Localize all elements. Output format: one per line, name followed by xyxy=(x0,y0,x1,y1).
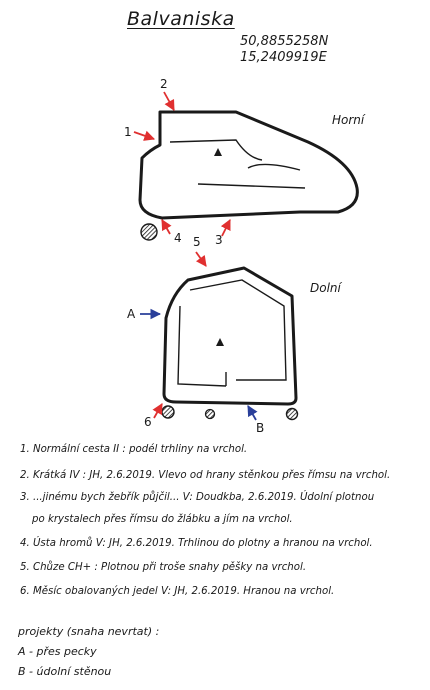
latitude: 50,8855258N xyxy=(240,34,329,49)
upper-summit-icon xyxy=(214,148,222,156)
route-6-line-1: 6. Měsíc obalovaných jedel V: JH, 2.6.2019. Hranou na vrchol. xyxy=(20,586,335,597)
lower-pebble-middle xyxy=(206,410,215,419)
route-arrow-1 xyxy=(134,132,154,139)
lower-boulder xyxy=(164,268,296,404)
projects-heading: projekty (snaha nevrtat) : xyxy=(18,625,160,638)
route-1-line-1: 1. Normální cesta II : podél trhliny na vrchol. xyxy=(20,444,248,455)
route-marker-3: 3 xyxy=(215,233,223,247)
project-marker-a: A xyxy=(127,307,136,321)
project-b: B - údolní stěnou xyxy=(18,665,112,678)
route-4-line-1: 4. Ústa hromů V: JH, 2.6.2019. Trhlinou do plotny a hranou na vrchol. xyxy=(20,538,373,549)
route-marker-2: 2 xyxy=(160,77,168,91)
project-a: A - přes pecky xyxy=(18,645,97,658)
lower-pebble-left xyxy=(162,406,174,418)
route-5-line-1: 5. Chůze CH+ : Plotnou při troše snahy pěšky na vrchol. xyxy=(20,562,307,573)
longitude: 15,2409919E xyxy=(240,50,327,65)
lower-summit-icon xyxy=(216,338,224,346)
upper-ledge xyxy=(248,164,300,170)
lower-pebble-right xyxy=(287,409,298,420)
route-3-line-2: po krystalech přes římsu do žlábku a jím na vrchol. xyxy=(32,514,293,525)
route-marker-5: 5 xyxy=(193,235,201,249)
upper-crack xyxy=(170,140,262,160)
route-arrow-5 xyxy=(196,252,206,266)
route-marker-4: 4 xyxy=(174,231,182,245)
route-3-line-1: 3. ...jinému bych žebřík půjčil... V: Doudkba, 2.6.2019. Údolní plotnou xyxy=(20,492,375,503)
project-marker-b: B xyxy=(256,421,265,435)
upper-pebble-marker xyxy=(141,224,157,240)
upper-boulder-outline xyxy=(140,112,357,218)
upper-boulder xyxy=(140,112,357,218)
route-marker-1: 1 xyxy=(124,125,132,139)
route-arrow-2 xyxy=(164,92,174,110)
lower-inner-ridge xyxy=(190,280,286,380)
lower-boulder-label: Dolní xyxy=(310,281,341,295)
upper-boulder-label: Horní xyxy=(332,113,365,127)
route-arrow-4 xyxy=(162,220,170,234)
upper-base-line xyxy=(198,184,305,188)
projects-section xyxy=(18,622,159,682)
project-arrow-b xyxy=(248,406,256,420)
route-marker-6: 6 xyxy=(144,415,152,429)
topo-title: Balvaniska xyxy=(127,8,235,30)
route-arrow-6 xyxy=(154,404,162,418)
route-2-line-1: 2. Krátká IV : JH, 2.6.2019. Vlevo od hrany stěnkou přes římsu na vrchol. xyxy=(20,470,391,481)
route-arrow-3 xyxy=(222,220,230,236)
